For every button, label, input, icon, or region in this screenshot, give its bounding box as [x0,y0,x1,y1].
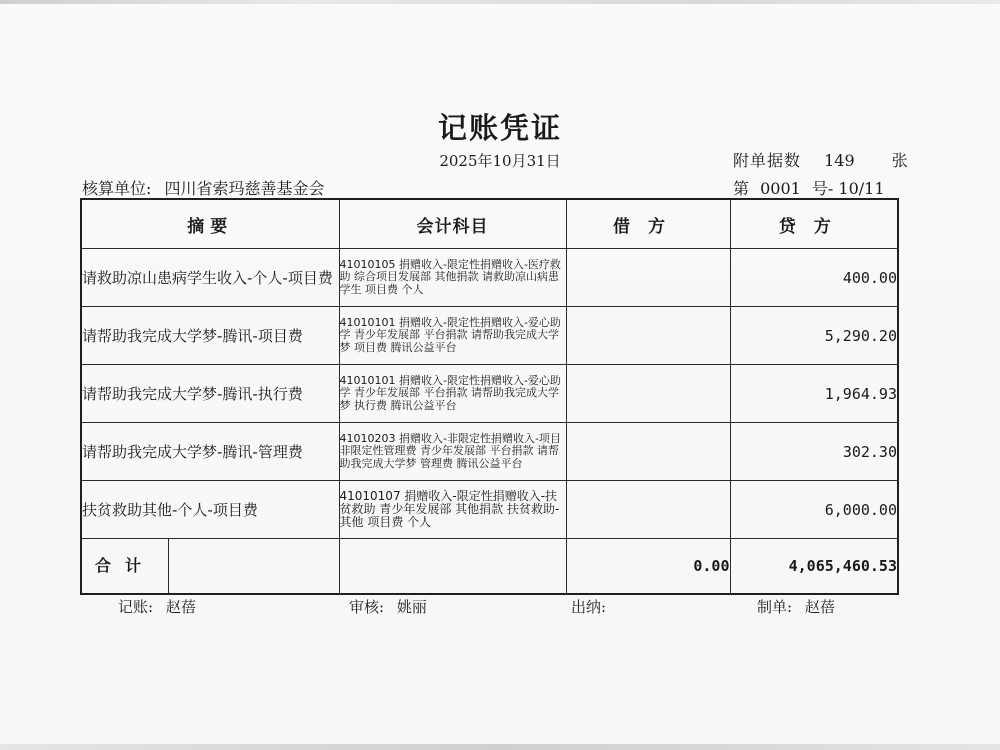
total-credit: 4,065,460.53 [730,539,898,595]
table-row [81,249,898,307]
row-credit: 6,000.00 [730,481,898,539]
row-debit [566,307,730,365]
voucher-date: 2025年10月31日 [439,152,561,170]
table-row [81,365,898,423]
header-credit: 贷方 [730,199,898,249]
row-account: 41010203 捐赠收入-非限定性捐赠收入-项目非限定性管理费 青少年发展部 平台捐款 请帮助我完成大学梦 管理费 腾讯公益平台 [339,423,566,481]
preparer-name: 赵蓓 [804,598,835,616]
header-debit: 借方 [566,199,730,249]
attachment-info [733,148,908,171]
scan-edge-top [0,0,1000,4]
attachment-count: 149 [824,151,855,170]
unit-name: 四川省索玛慈善基金会 [164,179,325,198]
cashier-sign [571,596,614,617]
total-account [339,539,566,595]
bookkeeper-label: 记账: [118,598,154,616]
scan-edge-bottom [0,744,1000,750]
total-row [81,539,898,595]
preparer-sign [757,596,835,617]
table-header-row [81,199,898,249]
total-label [81,539,339,595]
number-prefix: 第 [733,179,750,198]
header-summary: 摘要 [81,199,339,249]
header-account: 会计科目 [339,199,566,249]
voucher-number [733,176,891,199]
voucher-title: 记账凭证 [437,111,562,145]
reviewer-name: 姚丽 [396,598,427,616]
row-debit [566,481,730,539]
reviewer-label: 审核: [349,598,385,616]
table-row [81,481,898,539]
number-value: 0001 [760,179,801,198]
row-debit [566,365,730,423]
row-summary: 请救助凉山患病学生收入-个人-项目费 [81,249,339,307]
preparer-label: 制单: [757,598,793,616]
cashier-label: 出纳: [571,598,607,616]
row-account: 41010101 捐赠收入-限定性捐赠收入-爱心助学 青少年发展部 平台捐款 请帮助我完成大学梦 执行费 腾讯公益平台 [339,365,566,423]
row-account: 41010101 捐赠收入-限定性捐赠收入-爱心助学 青少年发展部 平台捐款 请帮助我完成大学梦 项目费 腾讯公益平台 [339,307,566,365]
row-debit [566,423,730,481]
ledger-table [80,198,899,595]
bookkeeper-sign [118,596,196,617]
row-credit: 5,290.20 [730,307,898,365]
attachment-unit: 张 [891,151,908,170]
total-label-text: 合计 [82,539,169,593]
row-account: 41010107 捐赠收入-限定性捐赠收入-扶贫救助 青少年发展部 其他捐款 扶贫救助-其他 项目费 个人 [339,481,566,539]
total-debit: 0.00 [566,539,730,595]
row-credit: 400.00 [730,249,898,307]
row-summary: 请帮助我完成大学梦-腾讯-项目费 [81,307,339,365]
accounting-unit [82,176,325,199]
reviewer-sign [349,596,427,617]
table-row [81,423,898,481]
bookkeeper-name: 赵蓓 [165,598,196,616]
number-suffix: 号- 10/11 [811,179,885,198]
row-debit [566,249,730,307]
row-summary: 请帮助我完成大学梦-腾讯-管理费 [81,423,339,481]
row-account: 41010105 捐赠收入-限定性捐赠收入-医疗救助 综合项目发展部 其他捐款 请救助凉山病患学生 项目费 个人 [339,249,566,307]
attachment-label: 附单据数 [733,151,802,170]
unit-label: 核算单位: [82,179,152,198]
row-credit: 302.30 [730,423,898,481]
row-credit: 1,964.93 [730,365,898,423]
table-row [81,307,898,365]
row-summary: 请帮助我完成大学梦-腾讯-执行费 [81,365,339,423]
row-summary: 扶贫救助其他-个人-项目费 [81,481,339,539]
